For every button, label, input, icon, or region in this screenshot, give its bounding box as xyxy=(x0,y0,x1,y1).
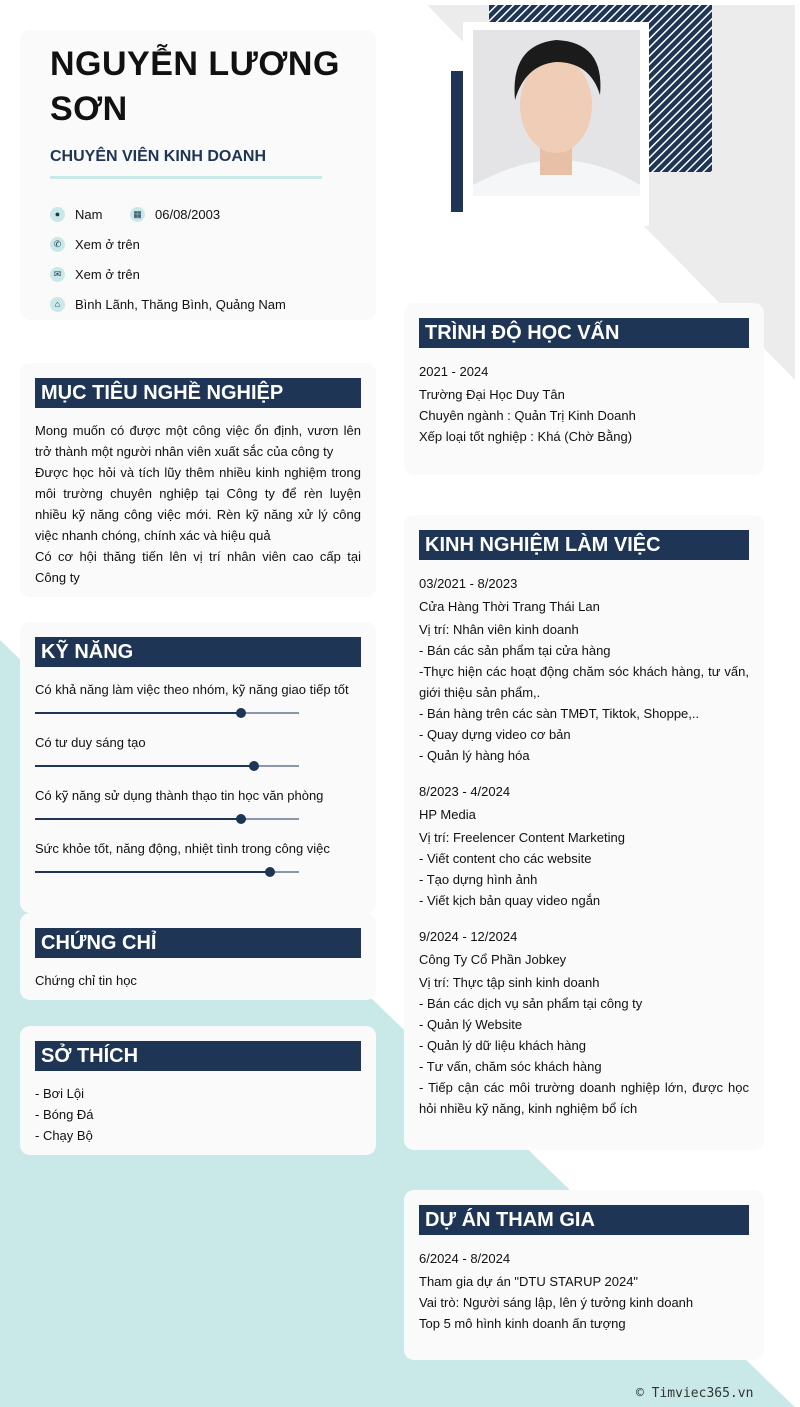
job-detail: - Quản lý Website xyxy=(419,1017,523,1032)
calendar-icon: ▦ xyxy=(130,207,145,222)
job-detail: -Thực hiện các hoạt động chăm sóc khách hàng, tư vấn, giới thiệu sản phẩm,. xyxy=(419,664,749,700)
header-card xyxy=(20,30,376,320)
company: Công Ty Cổ Phần Jobkey xyxy=(419,952,567,967)
skill-item xyxy=(35,785,361,820)
hobby-item: - Bóng Đá xyxy=(35,1107,94,1122)
job-date: 8/2023 - 4/2024 xyxy=(419,784,511,799)
project-role: Vai trò: Người sáng lập, lên ý tưởng kinh doanh xyxy=(419,1295,694,1310)
education-section xyxy=(404,303,764,475)
job-detail: - Quay dựng video cơ bản xyxy=(419,727,571,742)
job-detail: Vị trí: Nhân viên kinh doanh xyxy=(419,622,579,637)
job-detail: - Quản lý dữ liệu khách hàng xyxy=(419,1038,586,1053)
project-result: Top 5 mô hình kinh doanh ấn tượng xyxy=(419,1316,626,1331)
project-name: Tham gia dự án "DTU STARUP 2024" xyxy=(419,1274,639,1289)
job-detail: Vị trí: Thực tập sinh kinh doanh xyxy=(419,975,600,990)
skill-level-dot xyxy=(236,708,246,718)
objective-text: Được học hỏi và tích lũy thêm nhiều kinh nghiệm trong môi trường chuyên nghiệp tại Công ty để rèn luyện nhiều kỹ năng công việc mới. Rèn kỹ năng xử lý công việc nhanh chóng, chính xác và hiệu quả xyxy=(35,465,361,543)
skill-level-bar xyxy=(35,765,299,767)
section-heading: DỰ ÁN THAM GIA xyxy=(419,1205,749,1235)
user-icon: ● xyxy=(50,207,65,222)
candidate-name: NGUYỄN LƯƠNG SƠN xyxy=(50,45,340,128)
job-detail: - Bán các sản phẩm tại cửa hàng xyxy=(419,643,611,658)
profile-photo xyxy=(473,30,640,196)
skill-level-fill xyxy=(35,765,254,767)
job-detail: - Bán các dịch vụ sản phẩm tại công ty xyxy=(419,996,643,1011)
skill-item xyxy=(35,679,361,714)
company: Cửa Hàng Thời Trang Thái Lan xyxy=(419,599,600,614)
section-heading: SỞ THÍCH xyxy=(35,1041,361,1071)
phone-icon: ✆ xyxy=(50,237,65,252)
email-icon: ✉ xyxy=(50,267,65,282)
skills-section xyxy=(20,622,376,913)
skill-item xyxy=(35,838,361,873)
job-entry xyxy=(419,925,749,1119)
section-heading: KINH NGHIỆM LÀM VIỆC xyxy=(419,530,749,560)
objective-text: Có cơ hội thăng tiến lên vị trí nhân viên cao cấp tại Công ty xyxy=(35,549,361,585)
education-date: 2021 - 2024 xyxy=(419,364,489,379)
skill-level-dot xyxy=(249,761,259,771)
phone: Xem ở trên xyxy=(75,236,140,252)
skill-label: Có khả năng làm việc theo nhóm, kỹ năng giao tiếp tốt xyxy=(35,682,349,697)
certificate-item: Chứng chỉ tin học xyxy=(35,973,137,988)
objective-text: Mong muốn có được một công việc ổn định, vươn lên trở thành một người nhân viên xuất sắc của công ty xyxy=(35,423,361,459)
job-entry xyxy=(419,572,749,766)
objective-section xyxy=(20,363,376,597)
job-date: 03/2021 - 8/2023 xyxy=(419,576,518,591)
hobby-item: - Chạy Bộ xyxy=(35,1128,93,1143)
skill-label: Có tư duy sáng tạo xyxy=(35,735,146,750)
job-detail: Vị trí: Freelencer Content Marketing xyxy=(419,830,625,845)
skill-level-bar xyxy=(35,818,299,820)
section-heading: TRÌNH ĐỘ HỌC VẤN xyxy=(419,318,749,348)
job-date: 9/2024 - 12/2024 xyxy=(419,929,518,944)
skill-label: Sức khỏe tốt, năng động, nhiệt tình trong công việc xyxy=(35,841,330,856)
home-icon: ⌂ xyxy=(50,297,65,312)
skill-label: Có kỹ năng sử dụng thành thạo tin học văn phòng xyxy=(35,788,324,803)
job-detail: - Quản lý hàng hóa xyxy=(419,748,530,763)
job-detail: - Tư vấn, chăm sóc khách hàng xyxy=(419,1059,602,1074)
skill-level-fill xyxy=(35,712,241,714)
project-date: 6/2024 - 8/2024 xyxy=(419,1251,511,1266)
grade: Xếp loại tốt nghiệp : Khá (Chờ Bằng) xyxy=(419,429,633,444)
skill-level-bar xyxy=(35,712,299,714)
certificates-section xyxy=(20,913,376,1000)
gender: Nam xyxy=(75,206,103,222)
birthday: 06/08/2003 xyxy=(155,206,221,222)
experience-section xyxy=(404,515,764,1150)
job-detail: - Viết kịch bản quay video ngắn xyxy=(419,893,601,908)
job-detail: - Tiếp cận các môi trường doanh nghiệp lớn, được học hỏi nhiều kỹ năng, kinh nghiệm bổ ích xyxy=(419,1080,749,1116)
hobbies-section xyxy=(20,1026,376,1155)
company: HP Media xyxy=(419,807,476,822)
copyright: © Timviec365.vn xyxy=(636,1386,754,1401)
section-heading: KỸ NĂNG xyxy=(35,637,361,667)
skill-level-dot xyxy=(236,814,246,824)
section-heading: MỤC TIÊU NGHỀ NGHIỆP xyxy=(35,378,361,408)
skill-level-fill xyxy=(35,818,241,820)
job-detail: - Tạo dựng hình ảnh xyxy=(419,872,538,887)
skill-level-dot xyxy=(265,867,275,877)
job-detail: - Viết content cho các website xyxy=(419,851,592,866)
job-entry xyxy=(419,780,749,911)
projects-section xyxy=(404,1190,764,1360)
skill-level-fill xyxy=(35,871,270,873)
email: Xem ở trên xyxy=(75,266,140,282)
section-heading: CHỨNG CHỈ xyxy=(35,928,361,958)
hobby-item: - Bơi Lội xyxy=(35,1086,84,1101)
job-title: CHUYÊN VIÊN KINH DOANH xyxy=(50,148,322,179)
major: Chuyên ngành : Quản Trị Kinh Doanh xyxy=(419,408,636,423)
job-detail: - Bán hàng trên các sàn TMĐT, Tiktok, Shoppe,.. xyxy=(419,706,700,721)
address: Bình Lãnh, Thăng Bình, Quảng Nam xyxy=(75,296,286,312)
skill-item xyxy=(35,732,361,767)
school: Trường Đại Học Duy Tân xyxy=(419,387,565,402)
skill-level-bar xyxy=(35,871,299,873)
